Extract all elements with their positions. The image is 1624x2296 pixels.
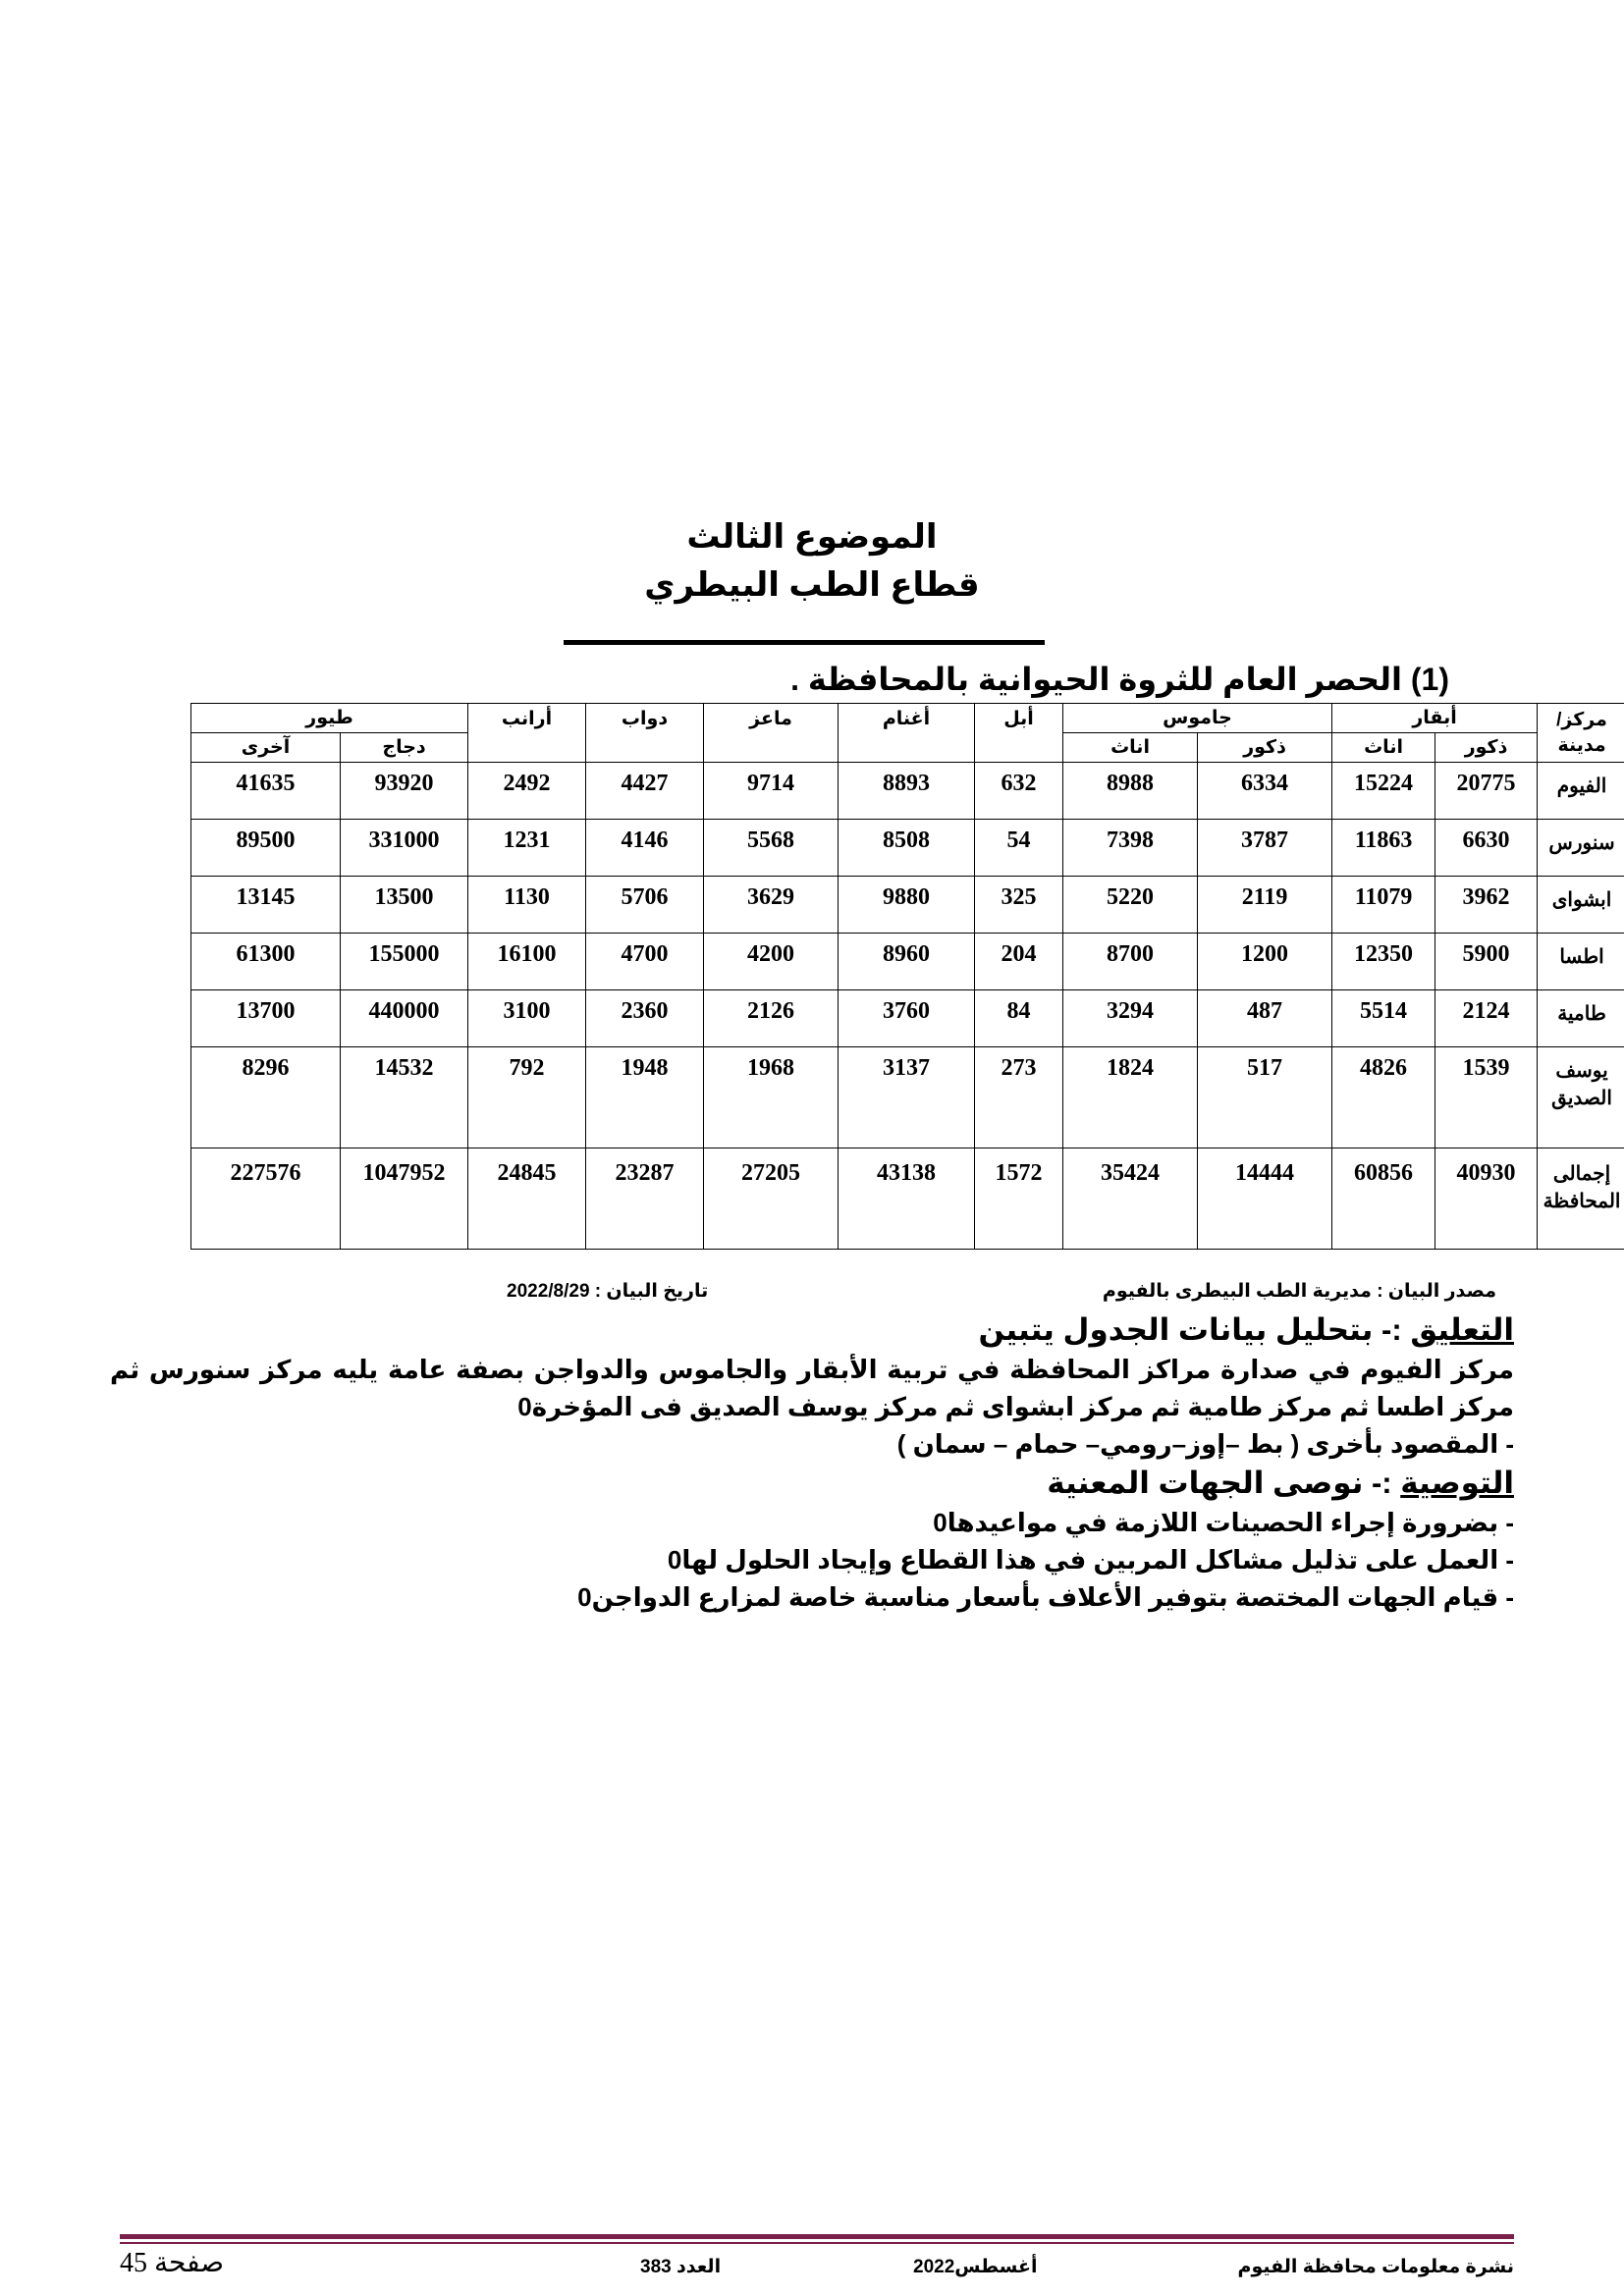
header-sheep: أغنام [839,704,975,763]
table-cell: 5706 [586,877,704,934]
table-cell: 12350 [1332,934,1435,990]
table-cell: 8960 [839,934,975,990]
table-cell: 2126 [704,990,839,1047]
row-district-name: الفيوم [1538,763,1624,820]
header-poultry-chicken: دجاج [341,733,468,763]
table-cell: 14532 [341,1047,468,1148]
topic-title: الموضوع الثالث [686,518,938,556]
table-cell: 1539 [1435,1047,1538,1148]
table-cell: 9714 [704,763,839,820]
table-cell: 325 [975,877,1063,934]
table-cell: 2360 [586,990,704,1047]
table-cell: 11863 [1332,820,1435,877]
table-row [59,934,1624,990]
table-cell: 3137 [839,1047,975,1148]
recommendation-heading-label: التوصية [1400,1466,1514,1500]
data-date: تاريخ البيان : 2022/8/29 [507,1281,709,1302]
table-cell: 7398 [1063,820,1198,877]
table-cell: 1047952 [341,1148,468,1250]
table-cell: 1968 [704,1047,839,1148]
table-row [59,1047,1624,1148]
table-cell: 6334 [1198,763,1332,820]
data-source: مصدر البيان : مديرية الطب البيطرى بالفيوم [1102,1281,1496,1302]
header-cattle-males: ذكور [1435,733,1538,763]
table-cell: 1824 [1063,1047,1198,1148]
recommendation-item: - قيام الجهات المختصة بتوفير الأعلاف بأسعار مناسبة خاصة لمزارع الدواجن0 [577,1582,1514,1612]
table-cell: 43138 [839,1148,975,1250]
table-cell: 84 [975,990,1063,1047]
table-cell: 440000 [341,990,468,1047]
table-cell: 3760 [839,990,975,1047]
row-district-name: طامية [1538,990,1624,1047]
table-cell: 5514 [1332,990,1435,1047]
table-cell: 4200 [704,934,839,990]
footer-month: أغسطس2022 [913,2257,1038,2277]
table-cell: 1231 [468,820,586,877]
recommendation-heading-text: :- نوصى الجهات المعنية [1047,1466,1392,1500]
table-total-row [59,1148,1624,1250]
footer-rule-thin [120,2242,1514,2244]
comment-paragraph: مركز الفيوم في صدارة مراكز المحافظة في تربية الأبقار والجاموس والدواجن بصفة عامة يليه مركز سنورس ثم مركز اطسا ثم مركز طامية ثم مركز ابشواى ثم مركز يوسف الصديق فى المؤخرة0 [110,1355,1514,1421]
table-cell: 61300 [191,934,341,990]
table-cell: 24845 [468,1148,586,1250]
table-cell: 5568 [704,820,839,877]
comment-heading-label: التعليق [1410,1312,1514,1347]
header-rabbits: أرانب [468,704,586,763]
table-cell: 1572 [975,1148,1063,1250]
table-cell: 2124 [1435,990,1538,1047]
comment-note: - المقصود بأخرى ( بط –إوز–رومي– حمام – سمان ) [896,1429,1514,1459]
table-cell: 40930 [1435,1148,1538,1250]
table-cell: 5900 [1435,934,1538,990]
table-cell: 517 [1198,1047,1332,1148]
recommendation-item: - بضرورة إجراء الحصينات اللازمة في مواعيدها0 [933,1508,1514,1537]
table-row [59,877,1624,934]
row-district-name: اطسا [1538,934,1624,990]
table-cell: 4146 [586,820,704,877]
sector-title: قطاع الطب البيطري [644,566,980,604]
title-underline [564,640,1045,645]
header-goats: ماعز [704,704,839,763]
header-poultry: طيور [191,704,468,733]
table-cell: 8508 [839,820,975,877]
header-cattle: أبقار [1332,704,1538,733]
table-cell: 11079 [1332,877,1435,934]
table-cell: 204 [975,934,1063,990]
table-cell: 4700 [586,934,704,990]
table-cell: 155000 [341,934,468,990]
table-cell: 23287 [586,1148,704,1250]
row-district-name: يوسف الصديق [1538,1047,1624,1148]
footer-bulletin: نشرة معلومات محافظة الفيوم [1237,2257,1514,2277]
table-cell: 93920 [341,763,468,820]
table-cell: 8988 [1063,763,1198,820]
row-district-name: ابشواى [1538,877,1624,934]
table-cell: 2492 [468,763,586,820]
table-cell: 8296 [191,1047,341,1148]
header-buffalo-males: ذكور [1198,733,1332,763]
row-district-name: سنورس [1538,820,1624,877]
table-cell: 13500 [341,877,468,934]
comment-heading-text: :- بتحليل بيانات الجدول يتبين [978,1312,1402,1347]
table-cell: 632 [975,763,1063,820]
header-equines: دواب [586,704,704,763]
header-district: مركز/ مدينة [1538,704,1624,763]
table-cell: 13700 [191,990,341,1047]
table-cell: 8700 [1063,934,1198,990]
table-row [59,820,1624,877]
table-row [59,763,1624,820]
header-cattle-females: اناث [1332,733,1435,763]
livestock-table [58,703,1624,1250]
header-buffalo: جاموس [1063,704,1332,733]
table-cell: 89500 [191,820,341,877]
recommendation-heading [110,1463,1514,1504]
footer-page-number: صفحة 45 [120,2248,225,2278]
table-cell: 3294 [1063,990,1198,1047]
table-cell: 54 [975,820,1063,877]
table-cell: 3100 [468,990,586,1047]
table-cell: 1200 [1198,934,1332,990]
table-cell: 20775 [1435,763,1538,820]
commentary-section [110,1309,1514,1616]
table-cell: 41635 [191,763,341,820]
comment-heading [110,1309,1514,1351]
table-cell: 9880 [839,877,975,934]
table-cell: 60856 [1332,1148,1435,1250]
table-cell: 13145 [191,877,341,934]
table-cell: 14444 [1198,1148,1332,1250]
table-heading: (1) الحصر العام للثروة الحيوانية بالمحافظة . [790,662,1449,697]
table-cell: 273 [975,1047,1063,1148]
table-cell: 8893 [839,763,975,820]
row-district-name: إجمالى المحافظة [1538,1148,1624,1250]
table-cell: 4427 [586,763,704,820]
header-poultry-other: آخرى [191,733,341,763]
footer-issue: العدد 383 [640,2257,722,2277]
table-row [59,990,1624,1047]
table-cell: 6630 [1435,820,1538,877]
header-camels: أبل [975,704,1063,763]
table-cell: 2119 [1198,877,1332,934]
header-buffalo-females: اناث [1063,733,1198,763]
table-cell: 3629 [704,877,839,934]
table-cell: 5220 [1063,877,1198,934]
table-cell: 487 [1198,990,1332,1047]
table-cell: 35424 [1063,1148,1198,1250]
table-cell: 27205 [704,1148,839,1250]
table-cell: 1948 [586,1047,704,1148]
table-cell: 15224 [1332,763,1435,820]
table-cell: 16100 [468,934,586,990]
table-cell: 4826 [1332,1047,1435,1148]
table-cell: 227576 [191,1148,341,1250]
table-cell: 3962 [1435,877,1538,934]
footer-rule [120,2234,1514,2239]
table-cell: 331000 [341,820,468,877]
recommendation-item: - العمل على تذليل مشاكل المربين في هذا القطاع وإيجاد الحلول لها0 [667,1545,1514,1575]
table-cell: 792 [468,1047,586,1148]
table-cell: 3787 [1198,820,1332,877]
table-cell: 1130 [468,877,586,934]
